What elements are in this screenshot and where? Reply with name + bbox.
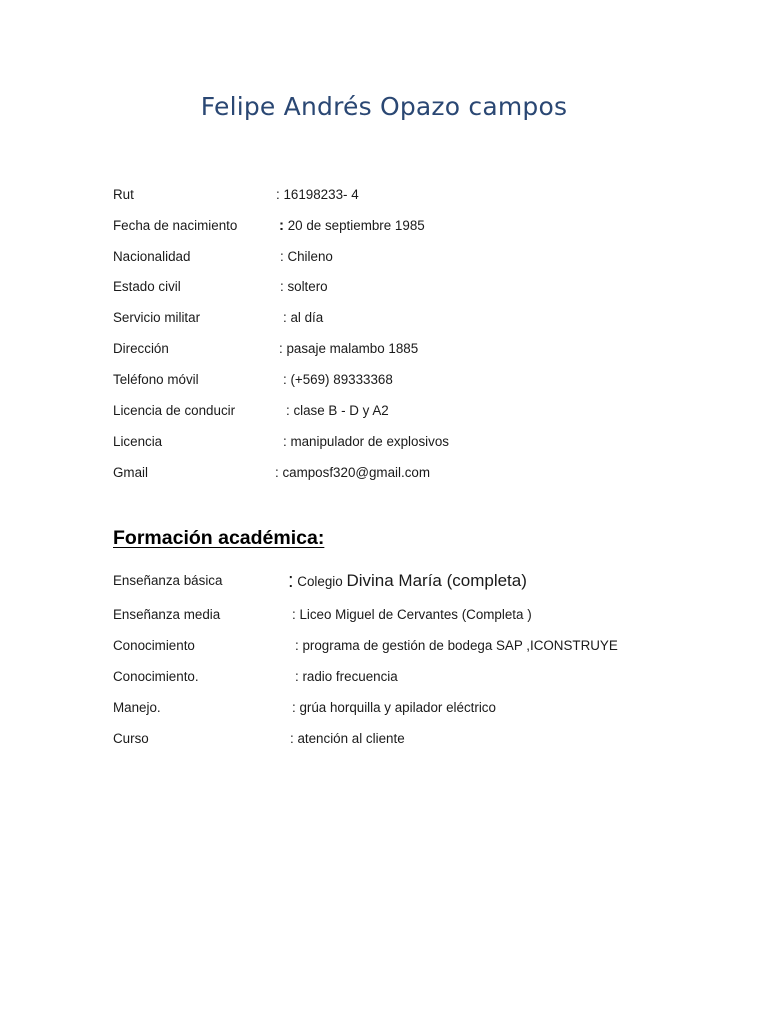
personal-row-license xyxy=(113,432,713,452)
field-value: : al día xyxy=(283,310,324,325)
field-value: : programa de gestión de bodega SAP ,ICONSTRUYE xyxy=(295,638,618,653)
field-value-text: 20 de septiembre 1985 xyxy=(287,218,425,233)
field-label: Manejo. xyxy=(113,700,161,715)
formacion-row-basic-education xyxy=(113,571,713,591)
section-heading-formacion: Formación académica: xyxy=(113,527,325,549)
personal-row-nationality xyxy=(113,247,713,267)
field-label: Dirección xyxy=(113,341,169,356)
field-value: : (+569) 89333368 xyxy=(283,372,393,387)
field-label: Rut xyxy=(113,187,134,202)
field-value: : camposf320@gmail.com xyxy=(275,465,430,480)
formacion-row-knowledge-radio xyxy=(113,667,713,687)
field-label: Servicio militar xyxy=(113,310,201,325)
field-colon: : xyxy=(279,217,284,234)
field-value xyxy=(279,216,425,236)
formacion-row-course xyxy=(113,729,713,749)
field-label: Fecha de nacimiento xyxy=(113,218,238,233)
field-label: Licencia de conducir xyxy=(113,403,236,418)
field-value: : atención al cliente xyxy=(290,731,405,746)
field-value: : soltero xyxy=(280,279,328,294)
field-value-prefix: Colegio xyxy=(297,574,343,589)
personal-row-birthdate xyxy=(113,216,713,236)
personal-row-phone xyxy=(113,370,713,390)
field-label: Teléfono móvil xyxy=(113,372,199,387)
field-label: Enseñanza básica xyxy=(113,573,223,588)
page-title: Felipe Andrés Opazo campos xyxy=(200,92,568,121)
personal-row-military-service xyxy=(113,308,713,328)
personal-row-address xyxy=(113,339,713,359)
personal-row-gmail xyxy=(113,463,713,483)
field-label: Estado civil xyxy=(113,279,181,294)
field-label: Licencia xyxy=(113,434,163,449)
field-value: : Chileno xyxy=(280,249,333,264)
field-value xyxy=(288,571,527,592)
field-value: : manipulador de explosivos xyxy=(283,434,449,449)
personal-row-civil-status xyxy=(113,277,713,297)
field-value: : 16198233- 4 xyxy=(276,187,359,202)
field-label: Nacionalidad xyxy=(113,249,191,264)
field-value: : pasaje malambo 1885 xyxy=(279,341,419,356)
field-label: Conocimiento. xyxy=(113,669,199,684)
field-value: : clase B - D y A2 xyxy=(286,403,389,418)
personal-row-drivers-license xyxy=(113,401,713,421)
field-label: Conocimiento xyxy=(113,638,195,653)
personal-row-rut xyxy=(113,185,713,205)
field-label: Gmail xyxy=(113,465,148,480)
formacion-row-handling xyxy=(113,698,713,718)
field-label: Enseñanza media xyxy=(113,607,221,622)
field-value: : grúa horquilla y apilador eléctrico xyxy=(292,700,496,715)
formacion-row-secondary-education xyxy=(113,605,713,625)
formacion-row-knowledge-sap xyxy=(113,636,713,656)
field-label: Curso xyxy=(113,731,149,746)
field-value-text: Divina María (completa) xyxy=(346,571,527,590)
field-value: : radio frecuencia xyxy=(295,669,398,684)
field-colon: : xyxy=(288,570,294,592)
field-value: : Liceo Miguel de Cervantes (Completa ) xyxy=(292,607,532,622)
